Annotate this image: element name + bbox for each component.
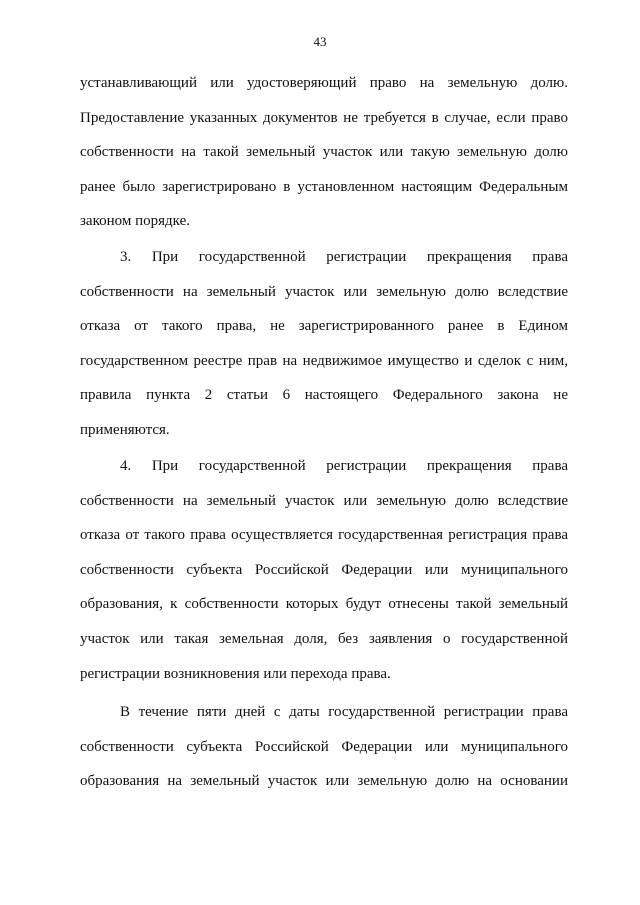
paragraph-item-3 bbox=[80, 240, 568, 448]
text-line: отказа от такого права осуществляется государственная регистрация права bbox=[80, 527, 568, 544]
text-line: собственности субъекта Российской Федерации или муниципального bbox=[80, 738, 568, 755]
text-line: участок или такая земельная доля, без заявления о государственной bbox=[80, 630, 568, 647]
text-line: устанавливающий или удостоверяющий право на земельную долю. bbox=[80, 75, 568, 91]
text-line: 3. При государственной регистрации прекращения права bbox=[120, 249, 568, 265]
text-line: собственности на такой земельный участок или такую земельную долю bbox=[80, 144, 568, 161]
text-line: В течение пяти дней с даты государственной регистрации права bbox=[120, 704, 568, 720]
paragraph-five-days bbox=[80, 695, 568, 799]
page-number: 43 bbox=[313, 34, 327, 49]
text-line: 4. При государственной регистрации прекращения права bbox=[120, 458, 568, 474]
text-line: образования, к собственности которых будут отнесены такой земельный bbox=[80, 596, 568, 613]
text-line: собственности на земельный участок или земельную долю вследствие bbox=[80, 492, 568, 509]
text-line: отказа от такого права, не зарегистрированного ранее в Едином bbox=[80, 318, 568, 335]
paragraph-continuation bbox=[80, 66, 568, 239]
text-line: собственности субъекта Российской Федерации или муниципального bbox=[80, 561, 568, 578]
paragraph-item-4 bbox=[80, 449, 568, 691]
text-line: применяются. bbox=[80, 421, 170, 438]
text-line: ранее было зарегистрировано в установленном настоящим Федеральным bbox=[80, 178, 568, 195]
text-line: Предоставление указанных документов не требуется в случае, если право bbox=[80, 109, 568, 126]
text-line: законом порядке. bbox=[80, 213, 190, 230]
text-line: собственности на земельный участок или земельную долю вследствие bbox=[80, 283, 568, 300]
text-line: регистрации возникновения или перехода права. bbox=[80, 665, 391, 682]
text-line: правила пункта 2 статьи 6 настоящего Федерального закона не bbox=[80, 387, 568, 404]
text-line: государственном реестре прав на недвижимое имущество и сделок с ним, bbox=[80, 352, 568, 369]
text-line: образования на земельный участок или земельную долю на основании bbox=[80, 773, 568, 790]
